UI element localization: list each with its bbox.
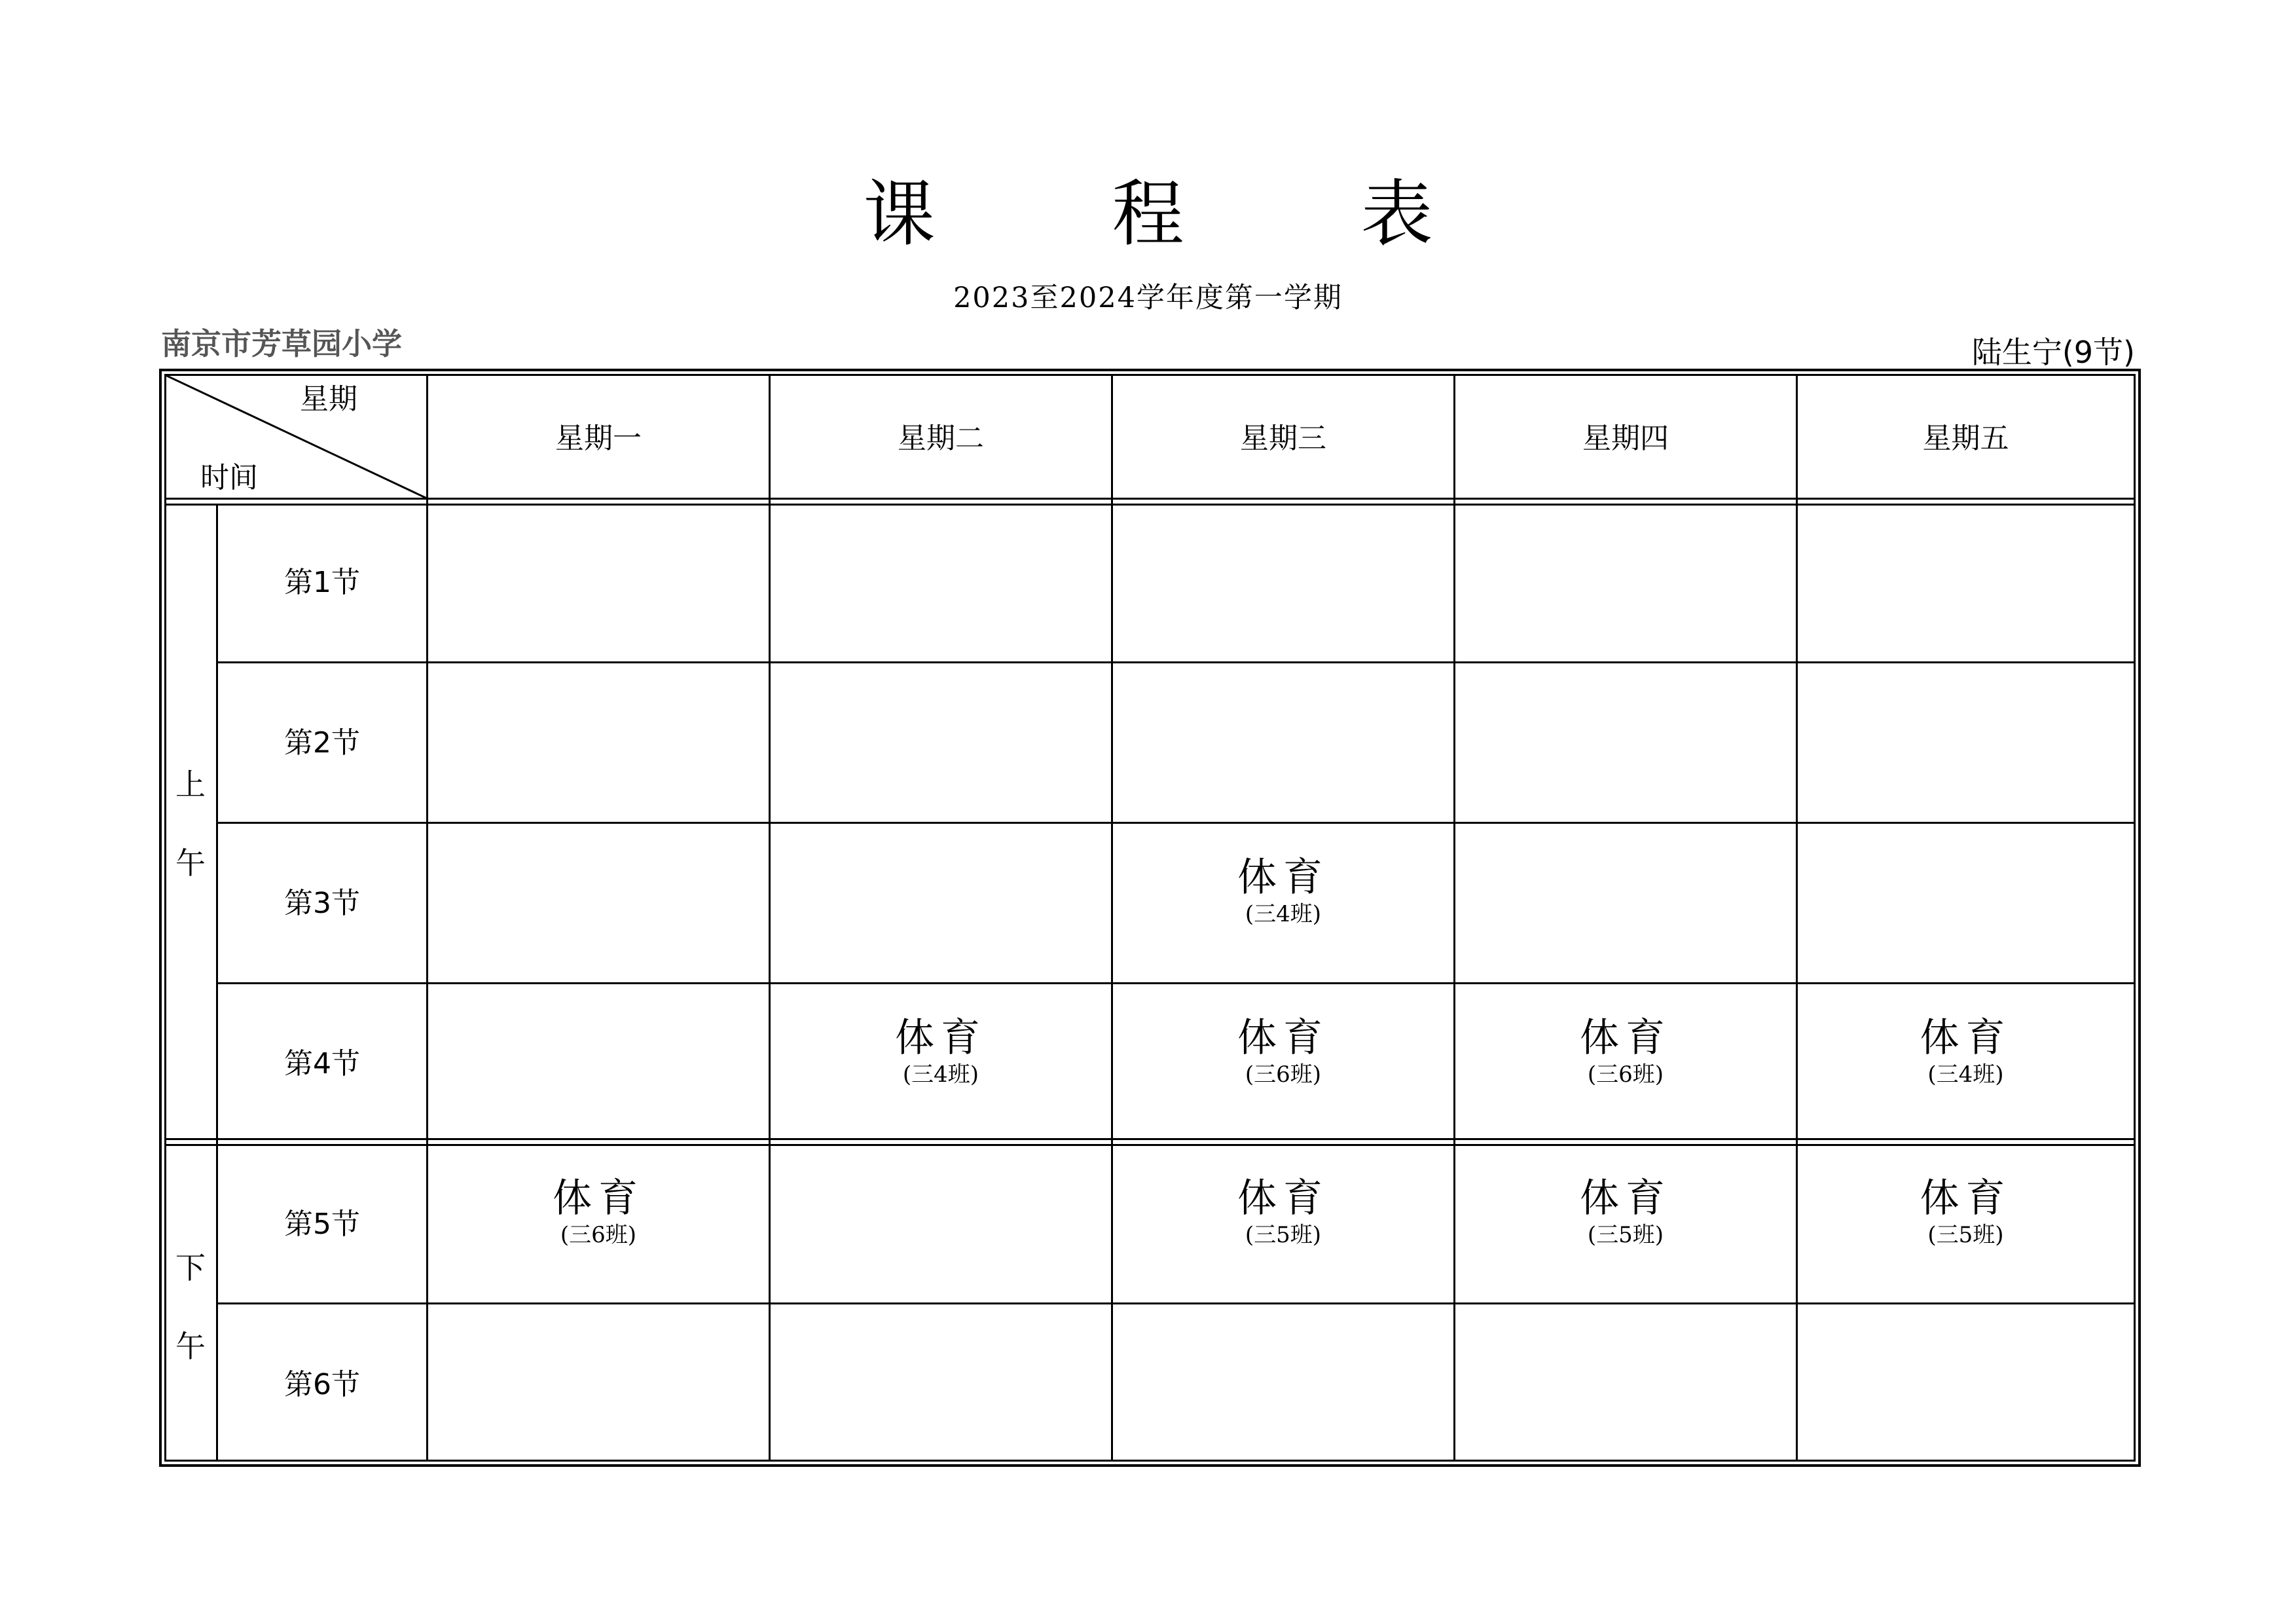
course-subject: 体育 xyxy=(1920,1175,2012,1221)
course-cell-p4-tue xyxy=(771,1015,1111,1088)
period-label-4: 第4节 xyxy=(284,1047,360,1080)
course-subject: 体育 xyxy=(1237,1175,1329,1221)
course-cell-p5-mon xyxy=(428,1175,769,1249)
course-class: (三4班) xyxy=(1245,901,1322,927)
period-label-6: 第6节 xyxy=(284,1368,360,1401)
page-title: 课程表 xyxy=(863,172,1610,256)
course-cell-p3-wed xyxy=(1113,855,1453,928)
term-subtitle: 2023至2024学年度第一学期 xyxy=(953,282,1343,314)
course-subject: 体育 xyxy=(1920,1015,2012,1061)
course-cell-p5-wed xyxy=(1113,1175,1453,1249)
course-class: (三6班) xyxy=(1587,1061,1664,1088)
section-morning-1: 上 xyxy=(175,767,206,802)
day-header-tue: 星期二 xyxy=(898,422,984,455)
course-class: (三6班) xyxy=(560,1222,637,1248)
course-cell-p4-thu xyxy=(1455,1015,1796,1088)
course-subject: 体育 xyxy=(1580,1015,1671,1061)
school-name: 南京市芳草园小学 xyxy=(161,326,402,361)
corner-weekday-label: 星期 xyxy=(300,382,357,416)
day-header-thu: 星期四 xyxy=(1582,422,1669,455)
period-label-3: 第3节 xyxy=(284,887,360,920)
period-label-2: 第2节 xyxy=(284,726,360,760)
section-afternoon-1: 下 xyxy=(175,1250,206,1285)
course-cell-p4-fri xyxy=(1798,1015,2134,1088)
corner-time-label: 时间 xyxy=(200,461,258,494)
course-class: (三5班) xyxy=(1587,1222,1664,1248)
course-class: (三4班) xyxy=(1927,1061,2004,1088)
course-class: (三6班) xyxy=(1245,1061,1322,1088)
period-label-1: 第1节 xyxy=(284,566,360,599)
course-subject: 体育 xyxy=(1237,1015,1329,1061)
course-class: (三5班) xyxy=(1927,1222,2004,1248)
course-subject: 体育 xyxy=(1580,1175,1671,1221)
period-label-5: 第5节 xyxy=(284,1208,360,1241)
course-subject: 体育 xyxy=(1237,855,1329,900)
course-class: (三5班) xyxy=(1245,1222,1322,1248)
course-cell-p5-fri xyxy=(1798,1175,2134,1249)
section-morning-2: 午 xyxy=(175,845,206,881)
course-subject: 体育 xyxy=(553,1175,644,1221)
teacher-name: 陆生宁(9节) xyxy=(1971,335,2135,370)
course-cell-p5-thu xyxy=(1455,1175,1796,1249)
course-subject: 体育 xyxy=(895,1015,987,1061)
day-header-wed: 星期三 xyxy=(1240,422,1326,455)
day-header-fri: 星期五 xyxy=(1922,422,2009,455)
course-cell-p4-wed xyxy=(1113,1015,1453,1088)
day-header-mon: 星期一 xyxy=(555,422,642,455)
course-class: (三4班) xyxy=(902,1061,979,1088)
section-afternoon-2: 午 xyxy=(175,1329,206,1364)
